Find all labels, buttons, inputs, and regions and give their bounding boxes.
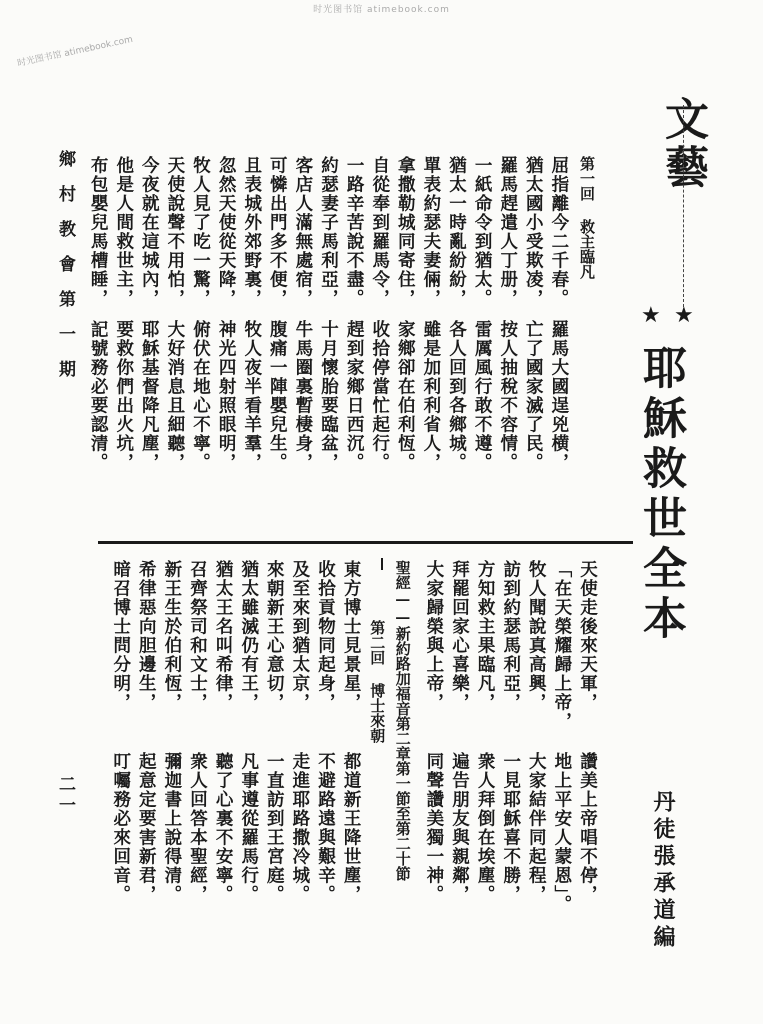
- verse-lower: 同聲讚美獨一神。: [423, 752, 444, 904]
- verse-upper: 拜罷回家心喜樂，: [449, 560, 470, 712]
- verse-upper: 自從奉到羅馬令，: [369, 156, 390, 308]
- verse-lower: 家鄉卻在伯利恆。: [395, 320, 416, 472]
- verse-lower: 雖是加利利省人，: [420, 320, 441, 472]
- verse-lower: 都道新王降世塵，: [341, 752, 362, 904]
- verse-lower: 耶穌基督降凡塵，: [139, 320, 160, 472]
- verse-upper: 忽然天使從天降，: [216, 156, 237, 308]
- scripture-bracket: [381, 558, 383, 570]
- verse-upper: 單表約瑟夫妻倆，: [420, 156, 441, 308]
- verse-lower: 遍告朋友與親鄰，: [449, 752, 470, 904]
- horizontal-divider: [98, 541, 633, 544]
- verse-lower: 走進耶路撒冷城。: [289, 752, 310, 904]
- verse-lower: 一直訪到王宮庭。: [264, 752, 285, 904]
- verse-lower: 聽了心裏不安寧。: [213, 752, 234, 904]
- section-title: 文藝: [657, 96, 708, 192]
- verse-lower: 讚美上帝唱不停，: [577, 752, 598, 904]
- verse-lower: 大好消息且細聽，: [164, 320, 185, 472]
- watermark-top: 时光图书馆 atimebook.com: [313, 5, 450, 15]
- verse-lower: 神光四射照眼明，: [216, 320, 237, 472]
- verse-upper: 猶太一時亂紛紛，: [446, 156, 467, 308]
- verse-lower: 衆人回答本聖經，: [187, 752, 208, 904]
- verse-lower: 一見耶穌喜不勝，: [500, 752, 521, 904]
- verse-lower: 俯伏在地心不寧。: [190, 320, 211, 472]
- verse-upper: 猶太王名叫希律，: [213, 560, 234, 712]
- verse-upper: 大家歸榮與上帝，: [423, 560, 444, 712]
- verse-upper: 來朝新王心意切，: [264, 560, 285, 712]
- verse-lower: 要救你們出火坑，: [113, 320, 134, 472]
- verse-upper: 召齊祭司和文士，: [187, 560, 208, 712]
- verse-lower: 起意定要害新君，: [136, 752, 157, 904]
- verse-upper: 希律惡向胆邊生，: [136, 560, 157, 712]
- verse-upper: 屈指離今二千春。: [548, 156, 569, 308]
- watermark-left: 时光图书馆 atimebook.com: [16, 34, 134, 70]
- verse-upper: 且表城外郊野裏，: [241, 156, 262, 308]
- author-byline: 丹徒張承道編: [650, 790, 676, 952]
- verse-lower: 雷厲風行敢不遵。: [472, 320, 493, 472]
- verse-lower: 按人抽稅不容情。: [497, 320, 518, 472]
- verse-upper: 客店人滿無處宿，: [292, 156, 313, 308]
- chapter-heading: 第一回 救主臨凡: [578, 156, 596, 279]
- verse-lower: 大家結伴同起程，: [526, 752, 547, 904]
- verse-lower: 腹痛一陣嬰兒生。: [267, 320, 288, 472]
- verse-lower: 牛馬圈裏暫棲身，: [292, 320, 313, 472]
- verse-upper: 「在天榮耀歸上帝，: [551, 560, 572, 731]
- verse-upper: 天使說聲不用怕，: [164, 156, 185, 308]
- verse-upper: 牧人見了吃一驚，: [190, 156, 211, 308]
- star-icon: ★: [641, 303, 661, 328]
- verse-upper: 方知救主果臨凡，: [475, 560, 496, 712]
- verse-lower: 叮囑務必來回音。: [110, 752, 131, 904]
- verse-upper: 收拾貢物同起身，: [315, 560, 336, 712]
- magazine-footer: 鄉村教會第一期: [55, 150, 75, 395]
- verse-upper: 一路辛苦說不盡。: [344, 156, 365, 308]
- chapter-heading: 第二回 博士來朝: [368, 620, 387, 743]
- verse-lower: 各人回到各鄉城。: [446, 320, 467, 472]
- verse-lower: 地上平安人蒙恩」。: [551, 752, 572, 915]
- verse-lower: 凡事遵從羅馬行。: [238, 752, 259, 904]
- page-number: 二一: [55, 775, 75, 817]
- star-icon: ★: [674, 303, 694, 328]
- verse-lower: 亡了國家滅了民。: [523, 320, 544, 472]
- verse-upper: 猶太雖滅仍有王，: [238, 560, 259, 712]
- verse-lower: 十月懷胎要臨盆，: [318, 320, 339, 472]
- verse-lower: 羅馬大國逞兇横，: [548, 320, 569, 472]
- section-divider-dash: [683, 105, 684, 307]
- verse-upper: 拿撒勒城同寄住，: [395, 156, 416, 308]
- verse-upper: 布包嬰兒馬槽睡，: [88, 156, 109, 308]
- verse-upper: 今夜就在這城內，: [139, 156, 160, 308]
- verse-upper: 牧人聞說真高興，: [526, 560, 547, 712]
- verse-upper: 羅馬趕遣人丁册，: [497, 156, 518, 308]
- verse-lower: 趕到家鄉日西沉。: [344, 320, 365, 472]
- verse-upper: 天使走後來天軍，: [577, 560, 598, 712]
- verse-lower: 牧人夜半看羊羣，: [241, 320, 262, 472]
- verse-upper: 新王生於伯利恆，: [161, 560, 182, 712]
- verse-upper: 東方博士見景星，: [341, 560, 362, 712]
- verse-upper: 訪到約瑟馬利亞，: [500, 560, 521, 712]
- verse-lower: 記號務必要認清。: [88, 320, 109, 472]
- verse-upper: 猶太國小受欺凌，: [523, 156, 544, 308]
- verse-lower: 不避路遠與艱辛。: [315, 752, 336, 904]
- verse-upper: 他是人間救世主，: [113, 156, 134, 308]
- verse-lower: 衆人拜倒在埃塵。: [475, 752, 496, 904]
- verse-upper: 暗召博士問分明，: [110, 560, 131, 712]
- main-title: 耶穌救世全本: [635, 345, 686, 645]
- verse-upper: 可憐出門多不便，: [267, 156, 288, 308]
- verse-upper: 約瑟妻子馬利亞，: [318, 156, 339, 308]
- verse-upper: 一紙命令到猶太。: [472, 156, 493, 308]
- verse-lower: 收拾停當忙起行。: [369, 320, 390, 472]
- verse-upper: 及至來到猶太京，: [289, 560, 310, 712]
- scripture-note: 聖經——新約路加福音第二章第一節至第二十節: [393, 560, 412, 881]
- verse-lower: 彌迦書上說得清。: [161, 752, 182, 904]
